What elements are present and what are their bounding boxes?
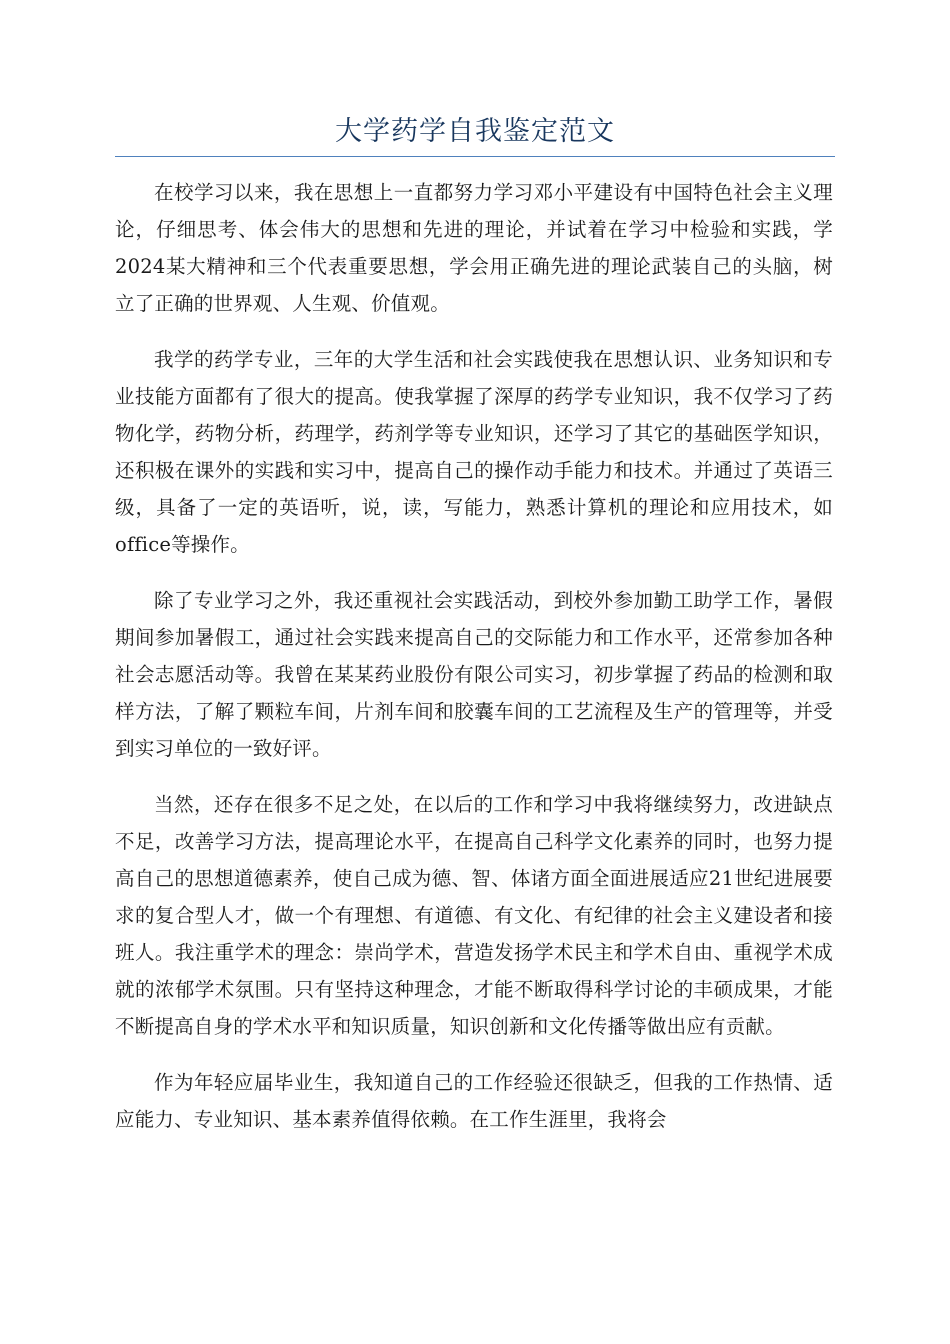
- title-block: [115, 108, 835, 157]
- document-body: [115, 174, 833, 1157]
- paragraph-4: 当然，还存在很多不足之处，在以后的工作和学习中我将继续努力，改进缺点不足，改善学习方法，提高理论水平，在提高自己科学文化素养的同时，也努力提高自己的思想道德素养，使自己成为德、智、体诸方面全面进展适应21世纪进展要求的复合型人才，做一个有理想、有道德、有文化、有纪律的社会主义建设者和接班人。我注重学术的理念：崇尚学术，营造发扬学术民主和学术自由、重视学术成就的浓郁学术氛围。只有坚持这种理念，才能不断取得科学讨论的丰硕成果，才能不断提高自身的学术水平和知识质量，知识创新和文化传播等做出应有贡献。: [115, 793, 833, 1038]
- document-title: 大学药学自我鉴定范文: [335, 116, 615, 147]
- paragraph-1: 在校学习以来，我在思想上一直都努力学习邓小平建设有中国特色社会主义理论，仔细思考、体会伟大的思想和先进的理论，并试着在学习中检验和实践，学2024某大精神和三个代表重要思想，学会用正确先进的理论武装自己的头脑，树立了正确的世界观、人生观、价值观。: [115, 181, 833, 315]
- paragraph-5: 作为年轻应届毕业生，我知道自己的工作经验还很缺乏，但我的工作热情、适应能力、专业知识、基本素养值得依赖。在工作生涯里，我将会: [115, 1071, 833, 1131]
- paragraph-2: 我学的药学专业，三年的大学生活和社会实践使我在思想认识、业务知识和专业技能方面都有了很大的提高。使我掌握了深厚的药学专业知识，我不仅学习了药物化学，药物分析，药理学，药剂学等专业知识，还学习了其它的基础医学知识，还积极在课外的实践和实习中，提高自己的操作动手能力和技术。并通过了英语三级，具备了一定的英语听，说，读，写能力，熟悉计算机的理论和应用技术，如office等操作。: [115, 348, 833, 556]
- paragraph-3: 除了专业学习之外，我还重视社会实践活动，到校外参加勤工助学工作，暑假期间参加暑假工，通过社会实践来提高自己的交际能力和工作水平，还常参加各种社会志愿活动等。我曾在某某药业股份有限公司实习，初步掌握了药品的检测和取样方法，了解了颗粒车间，片剂车间和胶囊车间的工艺流程及生产的管理等，并受到实习单位的一致好评。: [115, 589, 833, 760]
